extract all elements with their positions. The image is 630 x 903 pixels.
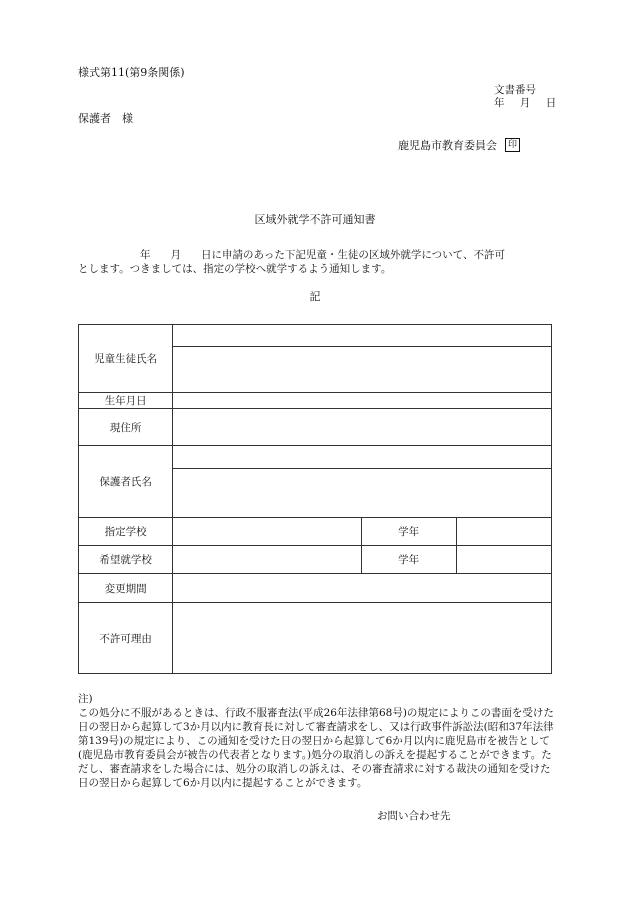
form-number: 様式第11(第9条関係) (78, 66, 185, 79)
notes-text: この処分に不服があるときは、行政不服審査法(平成26年法律第68号)の規定によりこの書面を受けた日の翌日から起算して3か月以内に教育長に対して審査請求をし、又は行政事件訴訟法(昭和37年法律第139号)の規定により、この通知を受けた日の翌日から起算して6か月以内に鹿児島市を被告として(鹿児島市教育委員会が被告の代表者となります。)処分の取消しの訴えを提起することができます。ただし、審査請求をした場合には、処分の取消しの訴えは、その審査請求に対する裁決の通知を受けた日の翌日から起算して6か月以内に提起することができます。 (78, 707, 554, 789)
date-year: 年 (494, 97, 505, 109)
guardian-name-furigana-field (173, 446, 552, 469)
designated-grade-field (456, 518, 551, 546)
address-label: 現住所 (79, 409, 173, 446)
guardian-addressee: 保護者 様 (78, 112, 133, 125)
body-month: 月 (170, 249, 181, 261)
document-title: 区域外就学不許可通知書 (254, 213, 376, 226)
birth-date-field (173, 393, 552, 409)
student-name-field (173, 347, 552, 393)
desired-grade-label: 学年 (361, 546, 456, 574)
designated-grade-label: 学年 (361, 518, 456, 546)
student-name-label: 児童生徒氏名 (79, 325, 173, 393)
desired-school-field (173, 546, 361, 574)
notes-heading: 注) (78, 693, 93, 705)
notice-body (78, 248, 552, 276)
birth-date-label: 生年月日 (79, 393, 173, 409)
denial-reason-field (173, 603, 552, 674)
change-period-label: 変更期間 (79, 574, 173, 603)
address-field (173, 409, 552, 446)
designated-school-label: 指定学校 (79, 518, 173, 546)
body-year: 年 (140, 249, 151, 261)
issue-date (494, 95, 556, 110)
desired-grade-field (456, 546, 551, 574)
issuer (398, 137, 520, 153)
guardian-name-label: 保護者氏名 (79, 446, 173, 518)
seal-mark: 印 (505, 138, 520, 152)
document-number-label: 文書番号 (494, 84, 536, 96)
body-line1-rest: 日に申請のあった下記児童・生徒の区域外就学について、不許可 (201, 249, 505, 261)
date-day: 日 (545, 97, 557, 109)
denial-reason-label: 不許可理由 (79, 603, 173, 674)
issuer-name: 鹿児島市教育委員会 (398, 139, 497, 152)
notice-line-1 (78, 248, 552, 262)
ki-marker: 記 (309, 290, 321, 303)
student-name-furigana-field (173, 325, 552, 347)
date-month: 月 (519, 97, 531, 109)
contact-label: お問い合わせ先 (377, 810, 451, 822)
desired-school-label: 希望就学校 (79, 546, 173, 574)
notes (78, 692, 554, 790)
notice-line-2: とします。つきましては、指定の学校へ就学するよう通知します。 (78, 263, 392, 275)
student-info-table (78, 324, 552, 674)
change-period-field (173, 574, 552, 603)
designated-school-field (173, 518, 361, 546)
guardian-name-field (173, 469, 552, 518)
